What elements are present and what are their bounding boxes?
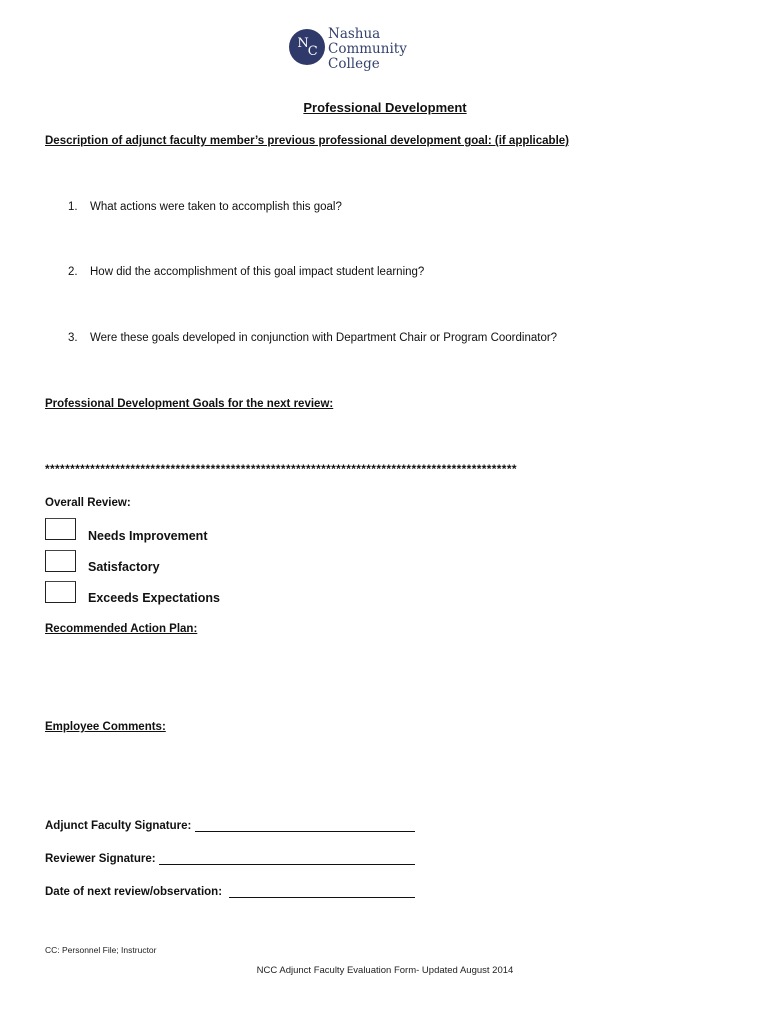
adjunct-signature-label: Adjunct Faculty Signature: — [45, 820, 192, 832]
question-text: How did the accomplishment of this goal impact student learning? — [90, 266, 425, 278]
employee-comments-heading: Employee Comments: — [45, 721, 166, 733]
seal-letter-c: C — [307, 43, 317, 59]
question-3 — [68, 332, 557, 344]
adjunct-signature-row — [45, 820, 415, 832]
college-seal-logo — [289, 29, 325, 65]
question-1 — [68, 201, 342, 213]
next-review-date-row — [45, 886, 415, 898]
adjunct-signature-field[interactable] — [195, 821, 415, 832]
question-text: Were these goals developed in conjunction with Department Chair or Program Coordinator? — [90, 332, 558, 344]
next-goals-heading: Professional Development Goals for the next review: — [45, 398, 334, 410]
exceeds-expectations-label: Exceeds Expectations — [88, 591, 221, 605]
logo-line-2: Community — [328, 41, 407, 57]
logo-line-1: Nashua — [328, 26, 381, 42]
needs-improvement-checkbox[interactable] — [45, 518, 76, 540]
next-review-date-field[interactable] — [229, 887, 415, 898]
page-title: Professional Development — [303, 100, 467, 115]
reviewer-signature-row — [45, 853, 415, 865]
previous-goal-heading: Description of adjunct faculty member’s previous professional development goal: (if applicable) — [45, 135, 569, 147]
overall-review-heading: Overall Review: — [45, 497, 131, 509]
question-number: 1. — [68, 201, 78, 213]
exceeds-expectations-checkbox[interactable] — [45, 581, 76, 603]
next-review-date-label: Date of next review/observation: — [45, 886, 223, 898]
question-number: 2. — [68, 266, 78, 278]
star-separator: ********************************************************************************************** — [45, 462, 517, 476]
reviewer-signature-label: Reviewer Signature: — [45, 853, 156, 865]
cc-line: CC: Personnel File; Instructor — [45, 945, 157, 955]
question-number: 3. — [68, 332, 78, 344]
page-footer: NCC Adjunct Faculty Evaluation Form- Updated August 2014 — [256, 965, 514, 976]
needs-improvement-label: Needs Improvement — [88, 529, 208, 543]
logo-line-3: College — [328, 56, 380, 72]
question-2 — [68, 266, 424, 278]
satisfactory-checkbox[interactable] — [45, 550, 76, 572]
seal-letter-n: N — [297, 35, 308, 51]
college-name-logo — [328, 27, 407, 72]
question-text: What actions were taken to accomplish this goal? — [90, 201, 342, 213]
satisfactory-label: Satisfactory — [88, 560, 160, 574]
reviewer-signature-field[interactable] — [159, 854, 415, 865]
action-plan-heading: Recommended Action Plan: — [45, 623, 198, 635]
